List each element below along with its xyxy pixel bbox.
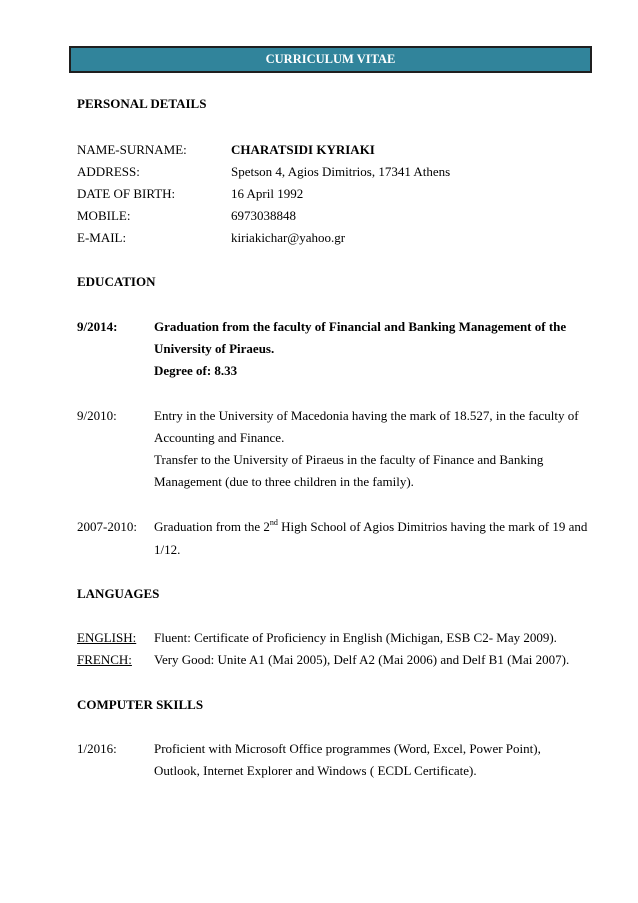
education-heading: EDUCATION xyxy=(77,274,156,289)
french-label: FRENCH: xyxy=(77,652,132,667)
education-2007-text-b: High School of Agios Dimitrios having the mark of 19 and xyxy=(277,519,588,534)
education-2007-line-2: 1/12. xyxy=(154,542,181,557)
email-value: kiriakichar@yahoo.gr xyxy=(231,230,346,245)
address-value: Spetson 4, Agios Dimitrios, 17341 Athens xyxy=(231,164,451,179)
cv-title-banner xyxy=(69,46,592,73)
address-label: ADDRESS: xyxy=(77,164,140,179)
education-2007-ordinal: nd xyxy=(269,518,278,527)
dob-label: DATE OF BIRTH: xyxy=(77,186,176,201)
computer-date-2016: 1/2016: xyxy=(77,741,117,756)
cv-title: CURRICULUM VITAE xyxy=(265,52,396,66)
email-label: E-MAIL: xyxy=(77,230,127,245)
education-date-2014: 9/2014: xyxy=(77,319,118,334)
education-2014-line-1: Graduation from the faculty of Financial and Banking Management of the xyxy=(154,319,567,334)
education-2014-line-3: Degree of: 8.33 xyxy=(154,363,238,378)
computer-skills-line-1: Proficient with Microsoft Office programmes (Word, Excel, Power Point), xyxy=(154,741,541,756)
personal-details-heading: PERSONAL DETAILS xyxy=(77,96,207,111)
education-2007-line-1 xyxy=(154,519,587,535)
education-date-2007: 2007-2010: xyxy=(77,519,137,534)
name-label: NAME-SURNAME: xyxy=(77,142,187,157)
computer-skills-heading: COMPUTER SKILLS xyxy=(77,697,204,712)
education-2010-line-1: Entry in the University of Macedonia having the mark of 18.527, in the faculty of xyxy=(154,408,579,423)
mobile-label: MOBILE: xyxy=(77,208,131,223)
name-value: CHARATSIDI KYRIAKI xyxy=(231,142,375,157)
education-2010-line-3: Transfer to the University of Piraeus in the faculty of Finance and Banking xyxy=(154,452,544,467)
dob-value: 16 April 1992 xyxy=(231,186,304,201)
education-2007-text-a: Graduation from the 2 xyxy=(154,519,270,534)
computer-skills-line-2: Outlook, Internet Explorer and Windows ( ECDL Certificate). xyxy=(154,763,477,778)
english-label: ENGLISH: xyxy=(77,630,137,645)
french-value: Very Good: Unite A1 (Mai 2005), Delf A2 (Mai 2006) and Delf B1 (Mai 2007). xyxy=(154,652,570,667)
education-2014-line-2: University of Piraeus. xyxy=(154,341,275,356)
mobile-value: 6973038848 xyxy=(231,208,296,223)
languages-heading: LANGUAGES xyxy=(77,586,160,601)
english-value: Fluent: Certificate of Proficiency in English (Michigan, ESB C2- May 2009). xyxy=(154,630,557,645)
education-date-2010: 9/2010: xyxy=(77,408,117,423)
education-2010-line-2: Accounting and Finance. xyxy=(154,430,285,445)
education-2010-line-4: Management (due to three children in the family). xyxy=(154,474,414,489)
